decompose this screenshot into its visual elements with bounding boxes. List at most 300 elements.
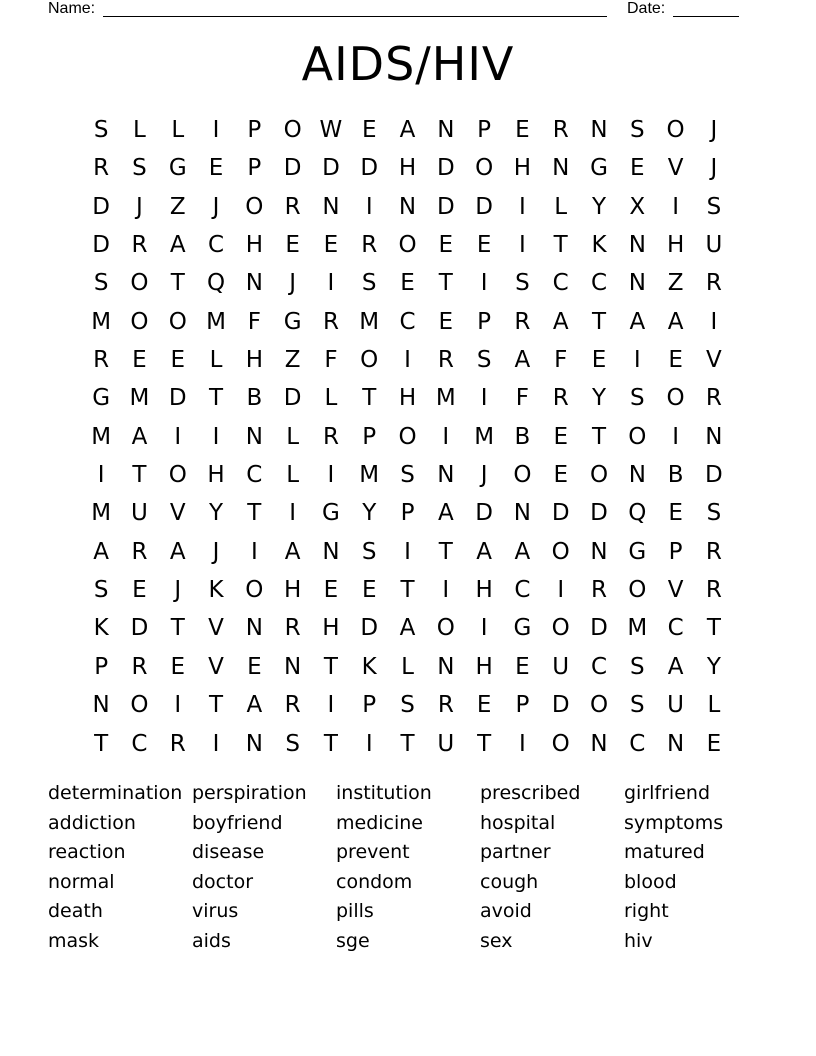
grid-letter: T	[94, 730, 109, 757]
grid-letter: V	[169, 500, 186, 527]
grid-letter: I	[404, 538, 411, 565]
grid-letter: E	[247, 653, 262, 680]
grid-letter: D	[436, 155, 455, 182]
grid-letter: E	[553, 462, 568, 489]
word-bank-item: perspiration	[192, 782, 307, 804]
grid-letter: Q	[206, 270, 226, 297]
grid-letter: J	[480, 462, 488, 489]
grid-letter: I	[327, 462, 335, 489]
grid-letter: B	[514, 423, 531, 450]
grid-letter: R	[705, 538, 722, 565]
grid-letter: T	[209, 385, 224, 412]
grid-letter: R	[552, 117, 569, 143]
grid-letter: M	[627, 615, 648, 642]
grid-letter: B	[246, 385, 263, 412]
grid-letter: E	[361, 117, 377, 143]
grid-letter: S	[706, 193, 722, 220]
grid-letter: D	[130, 615, 149, 642]
grid-letter: T	[323, 653, 338, 680]
grid-letter: A	[514, 538, 531, 565]
grid-letter: O	[130, 308, 149, 335]
word-bank	[48, 780, 768, 958]
grid-letter: O	[130, 692, 149, 719]
grid-letter: N	[628, 232, 646, 259]
grid-letter: D	[92, 232, 110, 259]
grid-letter: S	[400, 692, 415, 719]
grid-letter: D	[168, 385, 187, 412]
grid-letter: S	[630, 653, 645, 680]
grid-letter: O	[168, 308, 187, 335]
grid-letter: N	[245, 615, 263, 642]
grid-letter: C	[590, 270, 608, 297]
grid-letter: G	[92, 385, 111, 412]
grid-letter: I	[174, 692, 182, 719]
grid-letter: P	[400, 500, 415, 527]
word-bank-item: normal	[48, 870, 115, 893]
grid-letter: N	[705, 423, 723, 450]
word-bank-item: doctor	[192, 870, 254, 893]
grid-letter: K	[591, 232, 607, 259]
word-bank-item: aids	[192, 929, 231, 952]
grid-letter: Z	[284, 347, 301, 374]
name-label: Name:	[48, 0, 96, 17]
grid-letter: N	[628, 462, 646, 489]
grid-letter: E	[170, 653, 186, 680]
grid-letter: R	[322, 308, 339, 335]
grid-letter: V	[667, 155, 684, 182]
grid-letter: R	[437, 347, 454, 374]
grid-letter: R	[284, 692, 301, 719]
word-bank-item: addiction	[48, 811, 136, 834]
grid-letter: O	[666, 117, 685, 143]
grid-letter: R	[705, 385, 722, 412]
grid-letter: E	[515, 117, 530, 143]
grid-letter: R	[131, 538, 148, 565]
grid-letter: T	[438, 270, 453, 297]
grid-letter: K	[361, 653, 377, 680]
word-bank-item: disease	[192, 841, 265, 864]
word-bank-item: condom	[336, 870, 413, 893]
grid-letter: Y	[591, 385, 607, 412]
grid-letter: P	[247, 117, 262, 143]
grid-letter: R	[705, 270, 722, 297]
grid-letter: C	[514, 577, 531, 604]
grid-letter: I	[327, 270, 335, 297]
grid-letter: M	[359, 462, 380, 489]
grid-letter: N	[284, 653, 302, 680]
grid-letter: L	[324, 385, 338, 412]
word-bank-item: hiv	[624, 929, 653, 952]
word-bank-item: death	[48, 900, 103, 923]
grid-letter: C	[399, 308, 416, 335]
grid-letter: A	[246, 692, 263, 719]
grid-letter: N	[590, 117, 608, 143]
grid-letter: A	[514, 347, 531, 374]
grid-letter: D	[590, 615, 608, 642]
grid-letter: M	[91, 500, 112, 527]
grid-letter: X	[629, 193, 646, 220]
word-bank-item: prescribed	[480, 782, 581, 804]
grid-letter: R	[93, 155, 110, 182]
grid-letter: T	[170, 615, 185, 642]
grid-letter: U	[552, 653, 570, 680]
grid-letter: U	[667, 692, 685, 719]
grid-letter: C	[246, 462, 263, 489]
grid-letter: I	[250, 538, 258, 565]
grid-letter: H	[207, 462, 225, 489]
grid-letter: I	[404, 347, 411, 374]
grid-letter: R	[591, 577, 607, 604]
grid-letter: M	[206, 308, 226, 335]
grid-letter: P	[515, 692, 530, 719]
grid-letter: T	[400, 577, 415, 604]
grid-letter: S	[93, 577, 109, 604]
grid-letter: D	[283, 155, 302, 182]
grid-letter: J	[710, 155, 718, 182]
grid-letter: S	[515, 270, 530, 297]
grid-letter: P	[477, 308, 492, 335]
grid-letter: I	[480, 615, 488, 642]
grid-letter: E	[132, 577, 147, 604]
grid-letter: I	[212, 117, 220, 143]
grid-letter: M	[91, 308, 112, 335]
grid-letter: O	[398, 423, 417, 450]
grid-letter: I	[672, 193, 679, 220]
grid-letter: H	[283, 577, 302, 604]
grid-letter: D	[360, 155, 379, 182]
grid-letter: K	[208, 577, 224, 604]
grid-letter: S	[630, 385, 645, 412]
word-bank-item: sex	[480, 929, 513, 952]
grid-letter: O	[360, 347, 379, 374]
grid-letter: B	[667, 462, 684, 489]
grid-letter: A	[284, 538, 301, 565]
grid-letter: D	[475, 500, 493, 527]
grid-letter: I	[442, 423, 450, 450]
grid-letter: J	[289, 270, 297, 297]
grid-letter: E	[706, 730, 722, 757]
grid-letter: T	[553, 232, 568, 259]
word-bank-item: partner	[480, 841, 551, 864]
grid-letter: O	[283, 117, 302, 143]
word-bank-item: institution	[336, 782, 432, 804]
grid-letter: T	[323, 730, 338, 757]
grid-letter: L	[209, 347, 223, 374]
grid-letter: H	[245, 232, 263, 259]
grid-letter: S	[361, 270, 377, 297]
name-line	[103, 16, 607, 17]
grid-letter: G	[168, 155, 187, 182]
grid-letter: E	[476, 232, 492, 259]
grid-letter: A	[399, 615, 416, 642]
grid-letter: M	[91, 423, 112, 450]
grid-letter: A	[131, 423, 148, 450]
grid-letter: E	[132, 347, 147, 374]
grid-letter: C	[208, 232, 225, 259]
grid-letter: S	[132, 155, 147, 182]
grid-letter: C	[552, 270, 569, 297]
word-bank-item: hospital	[480, 811, 556, 834]
grid-letter: I	[212, 730, 220, 757]
grid-letter: E	[361, 577, 377, 604]
grid-letter: R	[322, 423, 339, 450]
grid-letter: A	[667, 653, 684, 680]
grid-letter: U	[131, 500, 148, 527]
grid-letter: P	[247, 155, 262, 182]
grid-letter: R	[552, 385, 569, 412]
grid-letter: A	[93, 538, 110, 565]
word-bank-item: boyfriend	[192, 811, 283, 834]
grid-letter: O	[589, 692, 609, 719]
grid-letter: D	[551, 500, 570, 527]
grid-letter: V	[208, 653, 224, 680]
page-title: AIDS/HIV	[301, 37, 515, 91]
grid-letter: S	[361, 538, 377, 565]
grid-letter: H	[513, 155, 532, 182]
grid-letter: I	[97, 462, 105, 489]
word-bank-item: cough	[480, 870, 539, 893]
grid-letter: O	[436, 615, 455, 642]
grid-letter: E	[668, 500, 683, 527]
grid-letter: A	[399, 117, 416, 143]
grid-letter: E	[208, 155, 224, 182]
grid-letter: R	[131, 232, 148, 259]
grid-letter: R	[131, 653, 148, 680]
grid-letter: E	[476, 692, 492, 719]
grid-letter: I	[289, 500, 297, 527]
grid-letter: A	[629, 308, 646, 335]
grid-letter: O	[551, 538, 570, 565]
grid-letter: I	[557, 577, 565, 604]
grid-letter: I	[519, 232, 526, 259]
grid-letter: G	[513, 615, 532, 642]
grid-letter: Y	[209, 500, 224, 527]
grid-letter: O	[666, 385, 685, 412]
grid-letter: N	[92, 692, 110, 719]
grid-letter: S	[476, 347, 492, 374]
grid-letter: R	[437, 692, 454, 719]
grid-letter: O	[551, 730, 570, 757]
grid-letter: S	[400, 462, 415, 489]
grid-letter: O	[589, 462, 609, 489]
grid-letter: K	[93, 615, 109, 642]
worksheet-header	[48, 0, 748, 20]
grid-letter: Y	[591, 193, 607, 220]
grid-letter: A	[552, 308, 569, 335]
grid-letter: I	[327, 692, 335, 719]
grid-letter: C	[667, 615, 684, 642]
grid-letter: J	[212, 193, 220, 220]
grid-letter: M	[359, 308, 380, 335]
grid-letter: E	[668, 347, 683, 374]
grid-letter: E	[515, 653, 530, 680]
grid-letter: N	[590, 730, 608, 757]
word-bank-item: virus	[192, 900, 239, 923]
grid-letter: I	[710, 308, 718, 335]
grid-letter: E	[285, 232, 300, 259]
grid-letter: F	[247, 308, 261, 335]
grid-letter: T	[591, 423, 607, 450]
grid-letter: L	[171, 117, 185, 143]
grid-letter: S	[706, 500, 722, 527]
grid-letter: I	[519, 730, 526, 757]
grid-letter: M	[435, 385, 456, 412]
word-bank-item: mask	[48, 929, 100, 952]
grid-letter: N	[513, 500, 532, 527]
grid-letter: A	[169, 232, 186, 259]
grid-letter: Z	[169, 193, 186, 220]
grid-letter: A	[169, 538, 186, 565]
word-bank-item: reaction	[48, 841, 126, 864]
letter-grid	[82, 111, 734, 763]
word-bank-item: right	[624, 900, 669, 923]
grid-letter: D	[475, 193, 493, 220]
grid-letter: F	[515, 385, 530, 412]
word-bank-item: girlfriend	[624, 782, 711, 804]
grid-letter: V	[706, 347, 722, 374]
grid-letter: S	[285, 730, 300, 757]
grid-letter: V	[208, 615, 224, 642]
grid-letter: A	[437, 500, 454, 527]
grid-letter: D	[283, 385, 302, 412]
grid-letter: W	[319, 117, 343, 143]
grid-letter: T	[209, 692, 224, 719]
grid-letter: P	[362, 692, 377, 719]
grid-letter: C	[131, 730, 148, 757]
grid-letter: R	[705, 577, 722, 604]
grid-letter: N	[552, 155, 570, 182]
word-bank-item: pills	[336, 900, 374, 923]
grid-letter: S	[93, 117, 109, 143]
grid-letter: L	[133, 117, 146, 143]
date-line	[673, 16, 739, 17]
word-bank-item: symptoms	[624, 811, 724, 834]
grid-letter: U	[437, 730, 455, 757]
grid-letter: R	[284, 193, 301, 220]
grid-letter: R	[284, 615, 301, 642]
word-bank-item: matured	[624, 841, 705, 864]
grid-letter: N	[322, 193, 340, 220]
grid-letter: D	[705, 462, 723, 489]
grid-letter: I	[365, 730, 373, 757]
grid-letter: T	[132, 462, 147, 489]
grid-letter: G	[628, 538, 647, 565]
grid-letter: I	[672, 423, 679, 450]
grid-letter: S	[630, 117, 645, 143]
grid-letter: O	[130, 270, 149, 297]
grid-letter: T	[362, 385, 377, 412]
grid-letter: L	[707, 692, 721, 719]
grid-letter: R	[93, 347, 110, 374]
grid-letter: D	[590, 500, 608, 527]
grid-letter: D	[436, 193, 455, 220]
date-label: Date:	[627, 0, 666, 17]
grid-letter: D	[92, 193, 110, 220]
grid-letter: C	[629, 730, 646, 757]
grid-letter: H	[322, 615, 340, 642]
grid-letter: E	[323, 577, 339, 604]
grid-letter: I	[212, 423, 220, 450]
grid-letter: J	[174, 577, 182, 604]
grid-letter: A	[476, 538, 492, 565]
grid-letter: I	[174, 423, 182, 450]
grid-letter: N	[245, 423, 263, 450]
grid-letter: I	[519, 193, 526, 220]
word-bank-item: blood	[624, 870, 677, 893]
grid-letter: N	[245, 730, 263, 757]
grid-letter: S	[93, 270, 109, 297]
grid-letter: I	[480, 385, 488, 412]
grid-letter: E	[438, 308, 454, 335]
grid-letter: O	[245, 193, 264, 220]
word-bank-item: sge	[336, 929, 370, 952]
word-bank-item: medicine	[336, 811, 423, 834]
grid-letter: T	[400, 730, 415, 757]
grid-letter: E	[630, 155, 645, 182]
grid-letter: P	[94, 653, 109, 680]
grid-letter: J	[136, 193, 143, 220]
word-bank-item: avoid	[480, 900, 532, 923]
grid-letter: N	[322, 538, 340, 565]
grid-letter: O	[513, 462, 532, 489]
grid-letter: N	[590, 538, 608, 565]
grid-letter: G	[322, 500, 340, 527]
grid-letter: E	[323, 232, 339, 259]
grid-letter: T	[170, 270, 185, 297]
grid-letter: T	[247, 500, 262, 527]
grid-letter: F	[324, 347, 338, 374]
grid-letter: H	[398, 155, 417, 182]
grid-letter: N	[437, 117, 455, 143]
grid-letter: H	[666, 232, 685, 259]
grid-letter: O	[628, 423, 647, 450]
grid-letter: E	[591, 347, 607, 374]
grid-letter: H	[475, 653, 493, 680]
grid-letter: H	[398, 385, 417, 412]
grid-letter: N	[437, 462, 455, 489]
grid-letter: E	[170, 347, 186, 374]
grid-letter: T	[706, 615, 721, 642]
grid-letter: E	[553, 423, 568, 450]
grid-letter: I	[633, 347, 641, 374]
grid-letter: H	[245, 347, 263, 374]
grid-letter: T	[477, 730, 492, 757]
grid-letter: N	[666, 730, 685, 757]
grid-letter: R	[361, 232, 378, 259]
grid-letter: R	[169, 730, 186, 757]
grid-letter: J	[710, 117, 718, 143]
grid-letter: O	[628, 577, 647, 604]
grid-letter: O	[398, 232, 417, 259]
grid-letter: H	[475, 577, 493, 604]
grid-letter: M	[129, 385, 150, 412]
grid-letter: D	[551, 692, 570, 719]
grid-letter: R	[514, 308, 531, 335]
grid-letter: N	[398, 193, 417, 220]
grid-letter: L	[286, 423, 300, 450]
grid-letter: L	[286, 462, 300, 489]
grid-letter: U	[705, 232, 723, 259]
grid-letter: E	[438, 232, 454, 259]
grid-letter: I	[442, 577, 450, 604]
grid-letter: J	[212, 538, 220, 565]
word-bank-item: determination	[48, 782, 183, 804]
grid-letter: N	[437, 653, 455, 680]
grid-letter: E	[400, 270, 415, 297]
grid-letter: L	[401, 653, 414, 680]
grid-letter: C	[590, 653, 608, 680]
grid-letter: T	[591, 308, 607, 335]
